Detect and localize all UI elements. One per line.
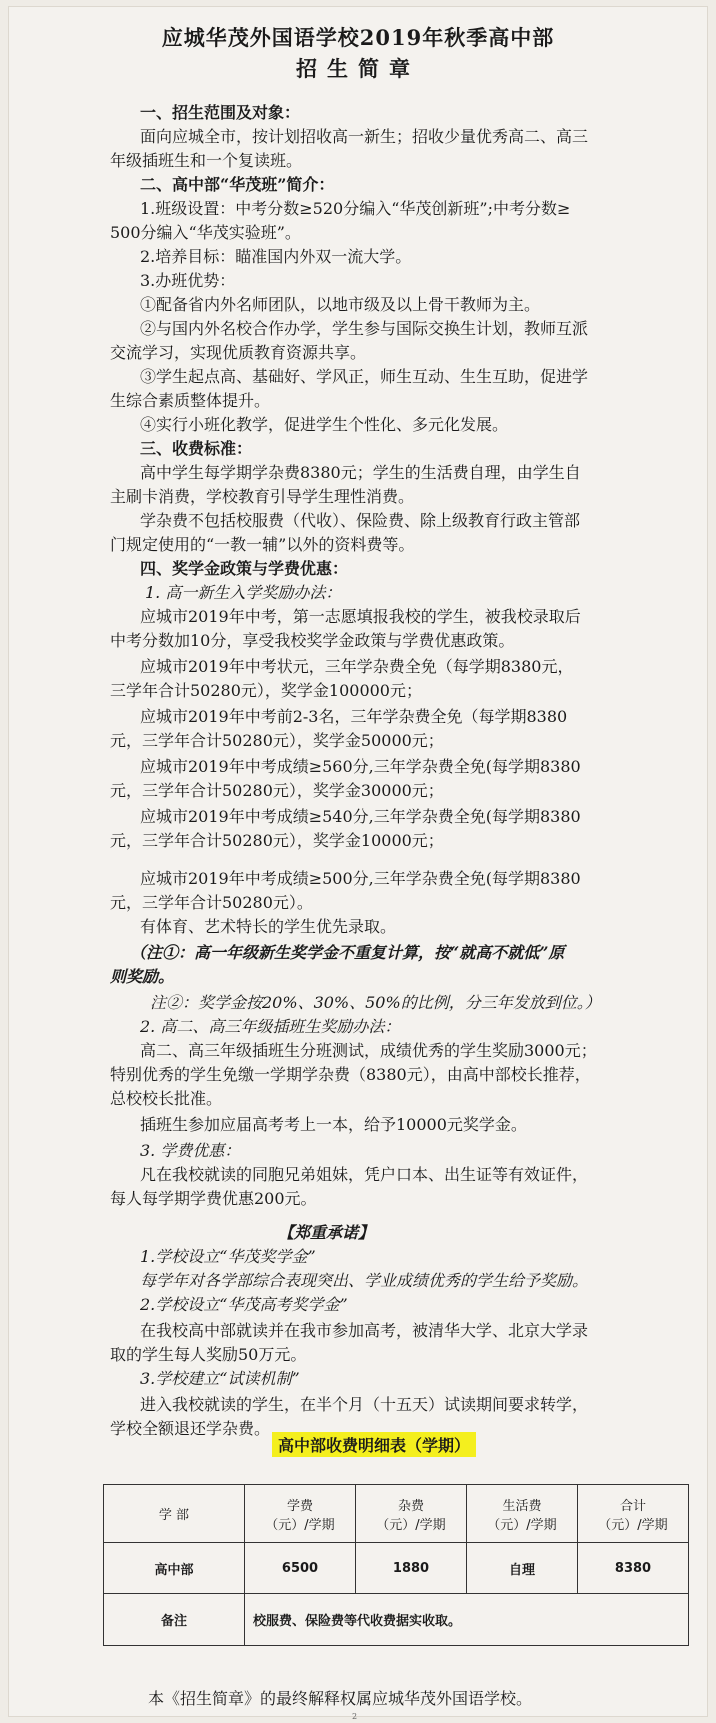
fee-note-text: 校服费、保险费等代收费据实收取。 [245, 1593, 689, 1645]
fee-table-note-row [104, 1593, 689, 1645]
body-line: 中考分数加10分，享受我校奖学金政策与学费优惠政策。 [110, 631, 515, 650]
body-line: 应城市2019年中考成绩≥540分,三年学杂费全免(每学期8380 [140, 807, 581, 826]
fee-cell-total: 8380 [578, 1543, 689, 1593]
body-line: 三学年合计50280元），奖学金100000元； [110, 681, 422, 700]
body-line: 每学年对各学部综合表现突出、学业成绩优秀的学生给予奖励。 [140, 1271, 589, 1290]
body-line: 特别优秀的学生免缴一学期学杂费（8380元），由高中部校长推荐， [110, 1065, 591, 1084]
body-line: 进入我校就读的学生，在半个月（十五天）试读期间要求转学， [140, 1395, 589, 1414]
body-line: 凡在我校就读的同胞兄弟姐妹，凭户口本、出生证等有效证件， [140, 1165, 589, 1184]
fee-table-header-row [104, 1485, 689, 1543]
body-line: 每人每学期学费优惠200元。 [110, 1189, 317, 1208]
body-line: 学杂费不包括校服费（代收）、保险费、除上级教育行政主管部 [140, 511, 581, 530]
body-line: 应城市2019年中考状元，三年学杂费全免（每学期8380元， [140, 657, 574, 676]
document-subtitle: 招生简章 [296, 56, 420, 81]
body-line: 四、奖学金政策与学费优惠： [140, 559, 349, 578]
body-line: 面向应城全市，按计划招收高一新生；招收少量优秀高二、高三 [140, 127, 589, 146]
fee-header-tuition: 学费 （元）/学期 [245, 1485, 356, 1543]
body-line: ①配备省内外名师团队，以地市级及以上骨干教师为主。 [140, 295, 541, 314]
body-line: ②与国内外名校合作办学，学生参与国际交换生计划，教师互派 [140, 319, 589, 338]
body-line: 3. 学费优惠： [140, 1141, 241, 1160]
body-line: 年级插班生和一个复读班。 [110, 151, 303, 170]
body-line: 1.学校设立“华茂奖学金” [140, 1247, 316, 1266]
fee-header-division: 学 部 [104, 1485, 245, 1543]
body-line: 门规定使用的“一教一辅”以外的资料费等。 [110, 535, 415, 554]
body-line: 应城市2019年中考前2-3名，三年学杂费全免（每学期8380 [140, 707, 568, 726]
fee-table [103, 1484, 689, 1646]
body-line: 三、收费标准： [140, 439, 253, 458]
body-line: 元，三学年合计50280元），奖学金10000元； [110, 831, 444, 850]
body-line: 【郑重承诺】 [278, 1223, 375, 1242]
body-line: 注②：奖学金按20%、30%、50%的比例，分三年发放到位。） [150, 993, 601, 1012]
body-line: 500分编入“华茂实验班”。 [110, 223, 301, 242]
body-line: 2.学校设立“华茂高考奖学金” [140, 1295, 348, 1314]
fee-note-label: 备注 [104, 1593, 245, 1645]
body-line: 则奖励。 [110, 967, 175, 986]
body-line: 3.办班优势： [140, 271, 236, 290]
fee-cell-division: 高中部 [104, 1543, 245, 1593]
body-line: 2. 高二、高三年级插班生奖励办法： [140, 1017, 401, 1036]
body-line: 元，三学年合计50280元），奖学金30000元； [110, 781, 444, 800]
body-line: 元，三学年合计50280元），奖学金50000元； [110, 731, 444, 750]
fee-cell-misc: 1880 [356, 1543, 467, 1593]
body-line: 总校校长批准。 [110, 1089, 223, 1108]
body-line: 2.培养目标：瞄准国内外双一流大学。 [140, 247, 412, 266]
body-line: 在我校高中部就读并在我市参加高考，被清华大学、北京大学录 [140, 1321, 589, 1340]
body-line: （注①：高一年级新生奖学金不重复计算，按“就高不就低”原 [130, 943, 565, 962]
body-line: 一、招生范围及对象： [140, 103, 301, 122]
body-line: 插班生参加应届高考考上一本，给予10000元奖学金。 [140, 1115, 527, 1134]
body-line: 主刷卡消费，学校教育引导学生理性消费。 [110, 487, 415, 506]
body-line: 应城市2019年中考成绩≥560分,三年学杂费全免(每学期8380 [140, 757, 581, 776]
body-line: 1. 高一新生入学奖励办法： [145, 583, 342, 602]
body-line: ④实行小班化教学，促进学生个性化、多元化发展。 [140, 415, 509, 434]
body-line: 生综合素质整体提升。 [110, 391, 271, 410]
body-line: 取的学生每人奖励50万元。 [110, 1345, 307, 1364]
fee-cell-living: 自理 [467, 1543, 578, 1593]
document-title: 应城华茂外国语学校2019年秋季高中部 [161, 25, 555, 50]
body-line: 交流学习，实现优质教育资源共享。 [110, 343, 367, 362]
document-footer: 本《招生简章》的最终解释权属应城华茂外国语学校。 [148, 1689, 533, 1708]
fee-table-title: 高中部收费明细表（学期） [272, 1432, 476, 1457]
body-line: 元，三学年合计50280元）。 [110, 893, 313, 912]
fee-header-misc: 杂费 （元）/学期 [356, 1485, 467, 1543]
fee-header-living: 生活费 （元）/学期 [467, 1485, 578, 1543]
body-line: 高中学生每学期学杂费8380元；学生的生活费自理，由学生自 [140, 463, 581, 482]
fee-table-row [104, 1543, 689, 1593]
body-line: 1.班级设置：中考分数≥520分编入“华茂创新班”;中考分数≥ [140, 199, 571, 218]
body-line: 应城市2019年中考，第一志愿填报我校的学生，被我校录取后 [140, 607, 581, 626]
body-line: 二、高中部“华茂班”简介： [140, 175, 335, 194]
body-line: ③学生起点高、基础好、学风正，师生互动、生生互助，促进学 [140, 367, 589, 386]
body-line: 有体育、艺术特长的学生优先录取。 [140, 917, 397, 936]
body-line: 3.学校建立“试读机制” [140, 1369, 300, 1388]
body-line: 应城市2019年中考成绩≥500分,三年学杂费全免(每学期8380 [140, 869, 581, 888]
fee-cell-tuition: 6500 [245, 1543, 356, 1593]
body-line: 学校全额退还学杂费。 [110, 1419, 271, 1438]
fee-header-total: 合计 （元）/学期 [578, 1485, 689, 1543]
body-line: 高二、高三年级插班生分班测试，成绩优秀的学生奖励3000元； [140, 1041, 597, 1060]
page-number: 2 [352, 1712, 358, 1721]
